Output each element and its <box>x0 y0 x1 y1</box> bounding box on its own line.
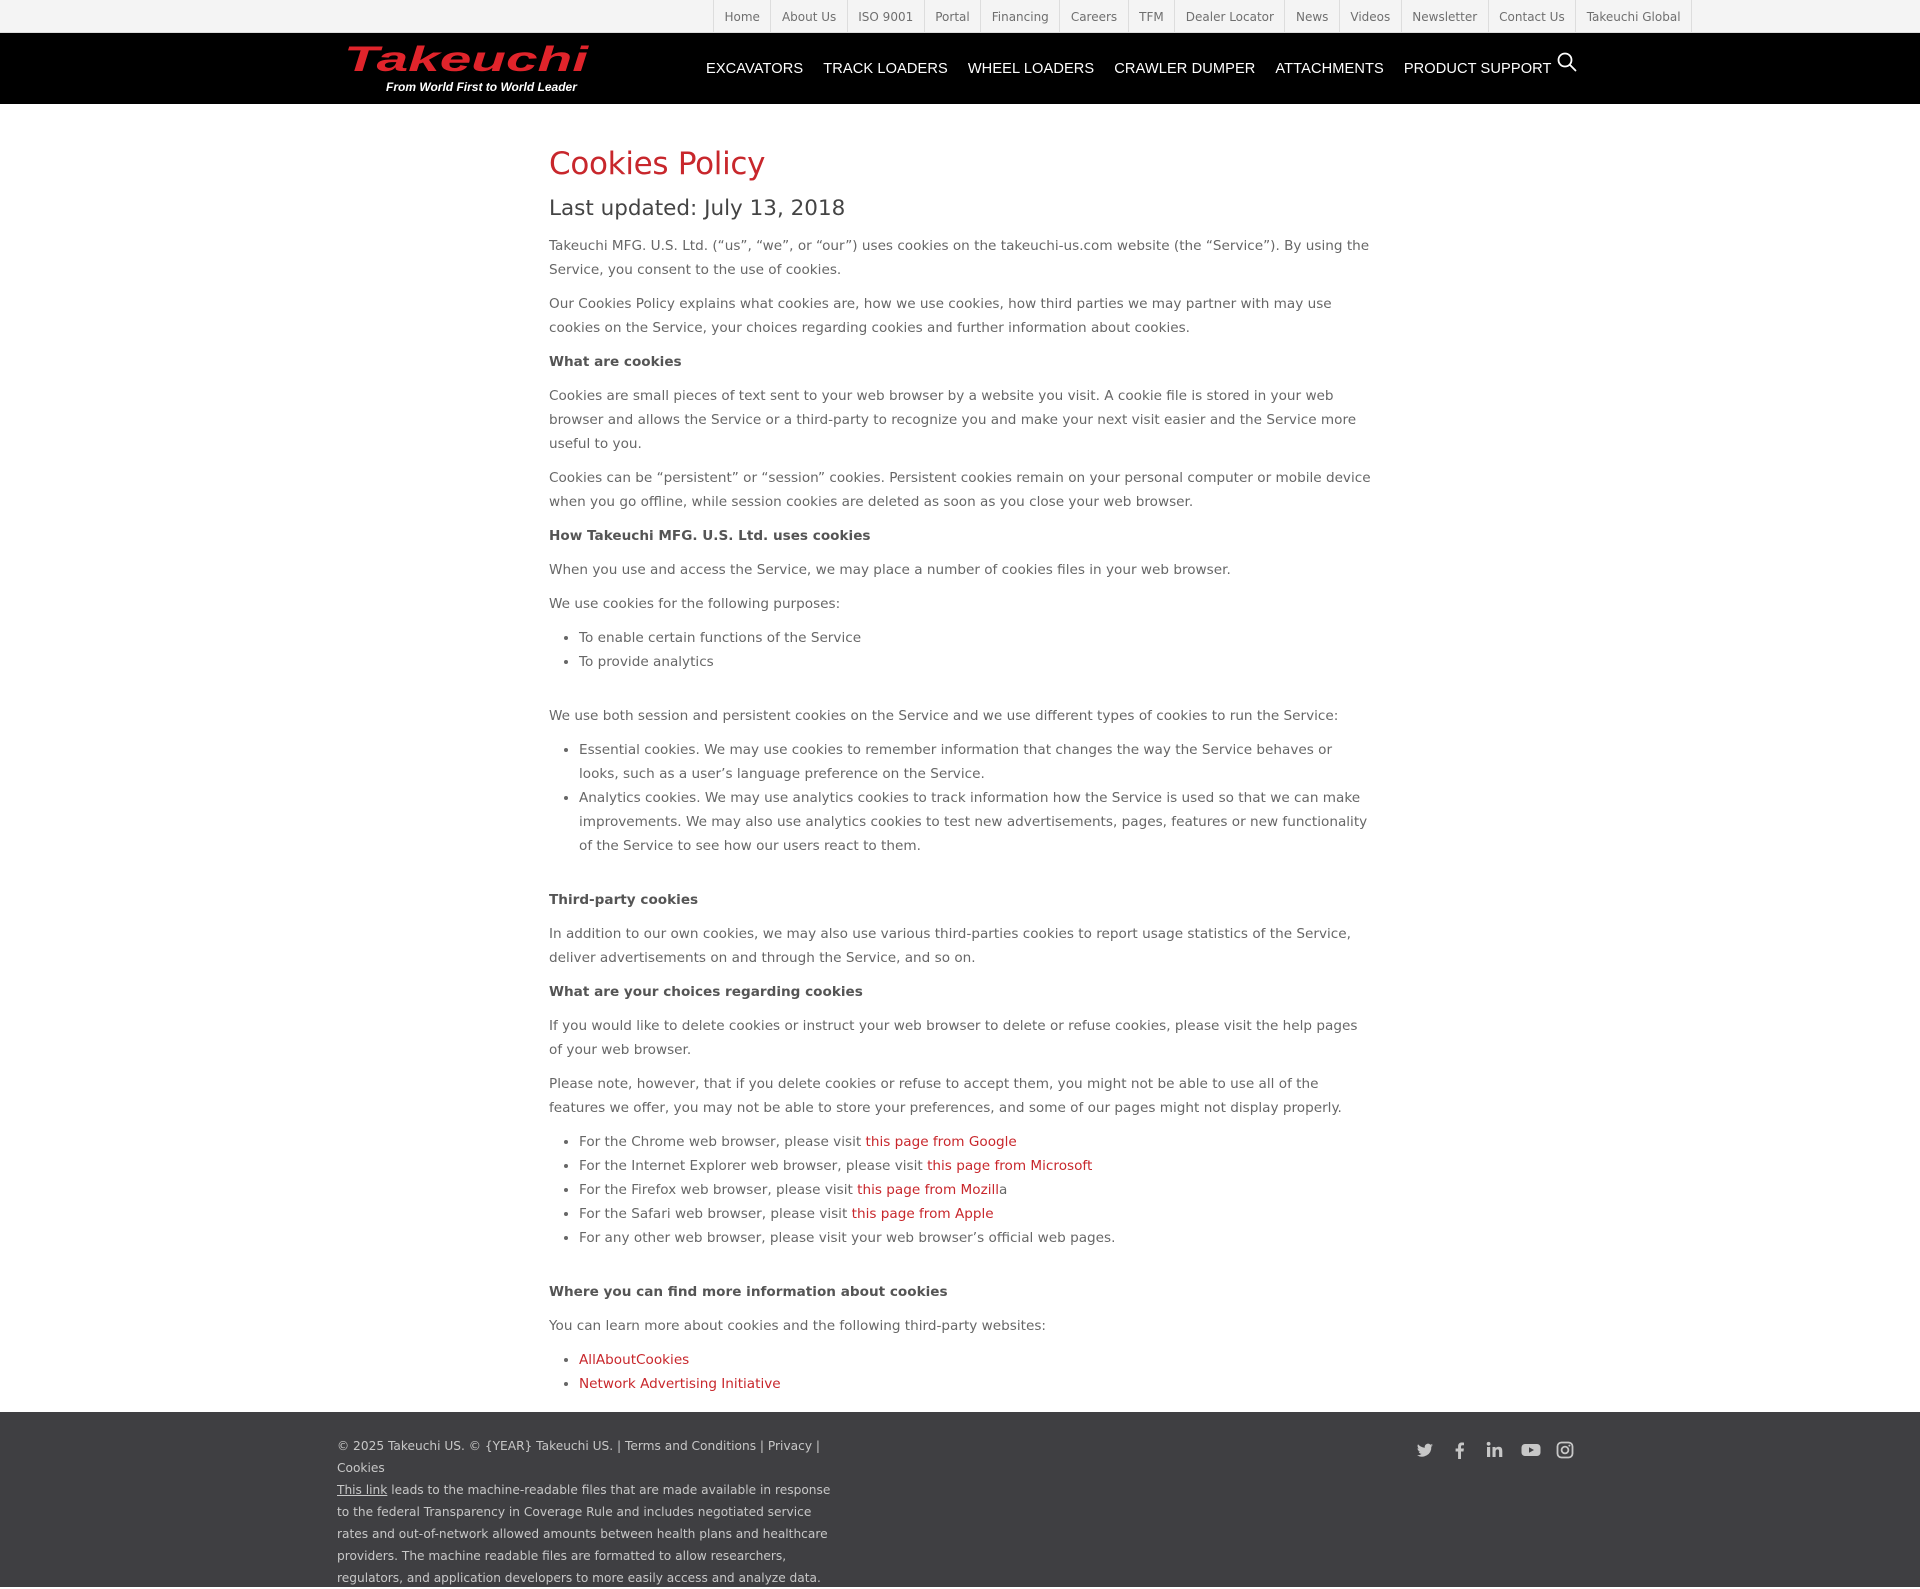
transparency-note <box>337 1479 837 1589</box>
page-title: Cookies Policy <box>549 146 766 182</box>
top-nav-tfm[interactable]: TFM <box>1129 0 1176 33</box>
youtube-icon[interactable] <box>1520 1440 1540 1460</box>
allaboutcookies-link[interactable]: AllAboutCookies <box>579 1352 690 1368</box>
intro-paragraph: Our Cookies Policy explains what cookies are, how we use cookies, how third parties we may partner with may use cookies on the Service, your choices regarding cookies and further information about cookies. <box>549 296 1332 336</box>
main-header <box>0 33 1920 104</box>
footer-text <box>337 1435 837 1589</box>
microsoft-link[interactable]: this page from Microsoft <box>927 1158 1093 1174</box>
list-item: • Analytics cookies. We may use analytics cookies to track information how the Service is used so that we can make improvements. We may also use analytics cookies to test new advertisements, pages, features or new functionality of the Service to see how our users react to them. <box>579 786 1371 858</box>
top-nav-videos[interactable]: Videos <box>1340 0 1402 33</box>
facebook-icon[interactable] <box>1450 1440 1470 1460</box>
google-link[interactable]: this page from Google <box>865 1134 1017 1150</box>
list-item: • Essential cookies. We may use cookies to remember information that changes the way the Service behaves or looks, such as a user’s language preference on the Service. <box>579 738 1371 786</box>
list-item <box>579 1154 1371 1178</box>
svg-text:Takeuchi: Takeuchi <box>344 40 591 79</box>
purposes-list <box>579 626 1371 674</box>
top-nav-news[interactable]: News <box>1285 0 1339 33</box>
instagram-icon[interactable] <box>1555 1440 1575 1460</box>
social-links <box>1415 1440 1575 1460</box>
list-item <box>579 1202 1371 1226</box>
nav-attachments[interactable]: ATTACHMENTS <box>1275 60 1384 77</box>
section-heading: Third-party cookies <box>549 892 699 908</box>
nav-product-support[interactable]: PRODUCT SUPPORT <box>1403 60 1552 77</box>
list-item <box>579 1348 1371 1372</box>
top-utility-bar <box>0 0 1920 33</box>
paragraph: When you use and access the Service, we may place a number of cookies files in your web browser. <box>549 562 1231 578</box>
site-footer <box>0 1412 1920 1587</box>
top-nav-dealer-locator[interactable]: Dealer Locator <box>1175 0 1285 33</box>
top-nav-portal[interactable]: Portal <box>925 0 981 33</box>
top-nav-about-us[interactable]: About Us <box>771 0 847 33</box>
svg-text:From World First to World Lead: From World First to World Leader <box>386 80 577 94</box>
list-item-text: For the Internet Explorer web browser, please visit <box>579 1158 928 1174</box>
main-content <box>549 142 1371 1406</box>
list-item <box>579 1130 1371 1154</box>
nav-crawler-dumper[interactable]: CRAWLER DUMPER <box>1114 60 1256 77</box>
list-item: • To provide analytics <box>579 650 1371 674</box>
paragraph: In addition to our own cookies, we may also use various third-parties cookies to report usage statistics of the Service, deliver advertisements on and through the Service, and so on. <box>549 926 1351 966</box>
top-nav-newsletter[interactable]: Newsletter <box>1402 0 1489 33</box>
list-item-text: For the Safari web browser, please visit <box>579 1206 852 1222</box>
top-nav-takeuchi-global[interactable]: Takeuchi Global <box>1576 0 1692 33</box>
paragraph: Cookies can be “persistent” or “session” cookies. Persistent cookies remain on your personal computer or mobile device when you go offline, while session cookies are deleted as soon as you close your web browser. <box>549 470 1371 510</box>
list-item: • For any other web browser, please visit your web browser’s official web pages. <box>579 1226 1371 1250</box>
nav-excavators[interactable]: EXCAVATORS <box>706 60 804 77</box>
paragraph: Please note, however, that if you delete cookies or refuse to accept them, you might not be able to use all of the features we offer, you may not be able to store your preferences, and some of our pages might not display properly. <box>549 1076 1342 1116</box>
section-heading: Where you can find more information about cookies <box>549 1284 948 1300</box>
apple-link[interactable]: this page from Apple <box>851 1206 994 1222</box>
this-link[interactable]: This link <box>337 1483 388 1497</box>
browser-list <box>579 1130 1371 1250</box>
paragraph: We use both session and persistent cookies on the Service and we use different types of cookies to run the Service: <box>549 708 1339 724</box>
top-nav-careers[interactable]: Careers <box>1060 0 1128 33</box>
top-nav-iso-9001[interactable]: ISO 9001 <box>848 0 925 33</box>
paragraph: Cookies are small pieces of text sent to your web browser by a website you visit. A cookie file is stored in your web browser and allows the Service or a third-party to recognize you and make your next visit easier and the Service more useful to you. <box>549 388 1357 452</box>
list-item <box>579 1178 1371 1202</box>
list-item-text: a <box>999 1182 1008 1198</box>
mozilla-link[interactable]: this page from Mozill <box>857 1182 1000 1198</box>
search-icon[interactable] <box>1556 51 1578 73</box>
top-nav-home[interactable]: Home <box>714 0 771 33</box>
top-nav <box>713 0 1692 33</box>
list-item-text: For the Chrome web browser, please visit <box>579 1134 866 1150</box>
takeuchi-logo[interactable] <box>342 39 592 97</box>
network-advertising-initiative-link[interactable]: Network Advertising Initiative <box>579 1376 781 1392</box>
more-info-list <box>579 1348 1371 1396</box>
linkedin-icon[interactable] <box>1485 1440 1505 1460</box>
section-heading: How Takeuchi MFG. U.S. Ltd. uses cookies <box>549 528 871 544</box>
paragraph: We use cookies for the following purposes: <box>549 596 841 612</box>
section-heading: What are your choices regarding cookies <box>549 984 863 1000</box>
nav-wheel-loaders[interactable]: WHEEL LOADERS <box>967 60 1095 77</box>
nav-track-loaders[interactable]: TRACK LOADERS <box>823 60 948 77</box>
last-updated: Last updated: July 13, 2018 <box>549 196 846 221</box>
section-heading: What are cookies <box>549 354 682 370</box>
paragraph: You can learn more about cookies and the following third-party websites: <box>549 1318 1046 1334</box>
copyright: © 2025 Takeuchi US. © {YEAR} Takeuchi US. | Terms and Conditions | Privacy | Cookies <box>337 1439 821 1475</box>
list-item-text: For the Firefox web browser, please visit <box>579 1182 858 1198</box>
main-nav <box>696 33 1562 104</box>
paragraph: If you would like to delete cookies or instruct your web browser to delete or refuse cookies, please visit the help pages of your web browser. <box>549 1018 1358 1058</box>
top-nav-financing[interactable]: Financing <box>981 0 1060 33</box>
cookie-types-list <box>579 738 1371 858</box>
intro-paragraph: Takeuchi MFG. U.S. Ltd. (“us”, “we”, or “our”) uses cookies on the takeuchi-us.com website (the “Service”). By using the Service, you consent to the use of cookies. <box>549 238 1370 278</box>
list-item: • To enable certain functions of the Service <box>579 626 1371 650</box>
twitter-icon[interactable] <box>1415 1440 1435 1460</box>
transparency-text: leads to the machine-readable files that are made available in response to the federal Transparency in Coverage Rule and includes negotiated service rates and out-of-network allowed amounts between health plans and healthcare providers. The machine readable files are formatted to allow researchers, regulators, and application developers to more easily access and analyze data. <box>337 1483 831 1585</box>
top-nav-contact-us[interactable]: Contact Us <box>1489 0 1577 33</box>
list-item <box>579 1372 1371 1396</box>
